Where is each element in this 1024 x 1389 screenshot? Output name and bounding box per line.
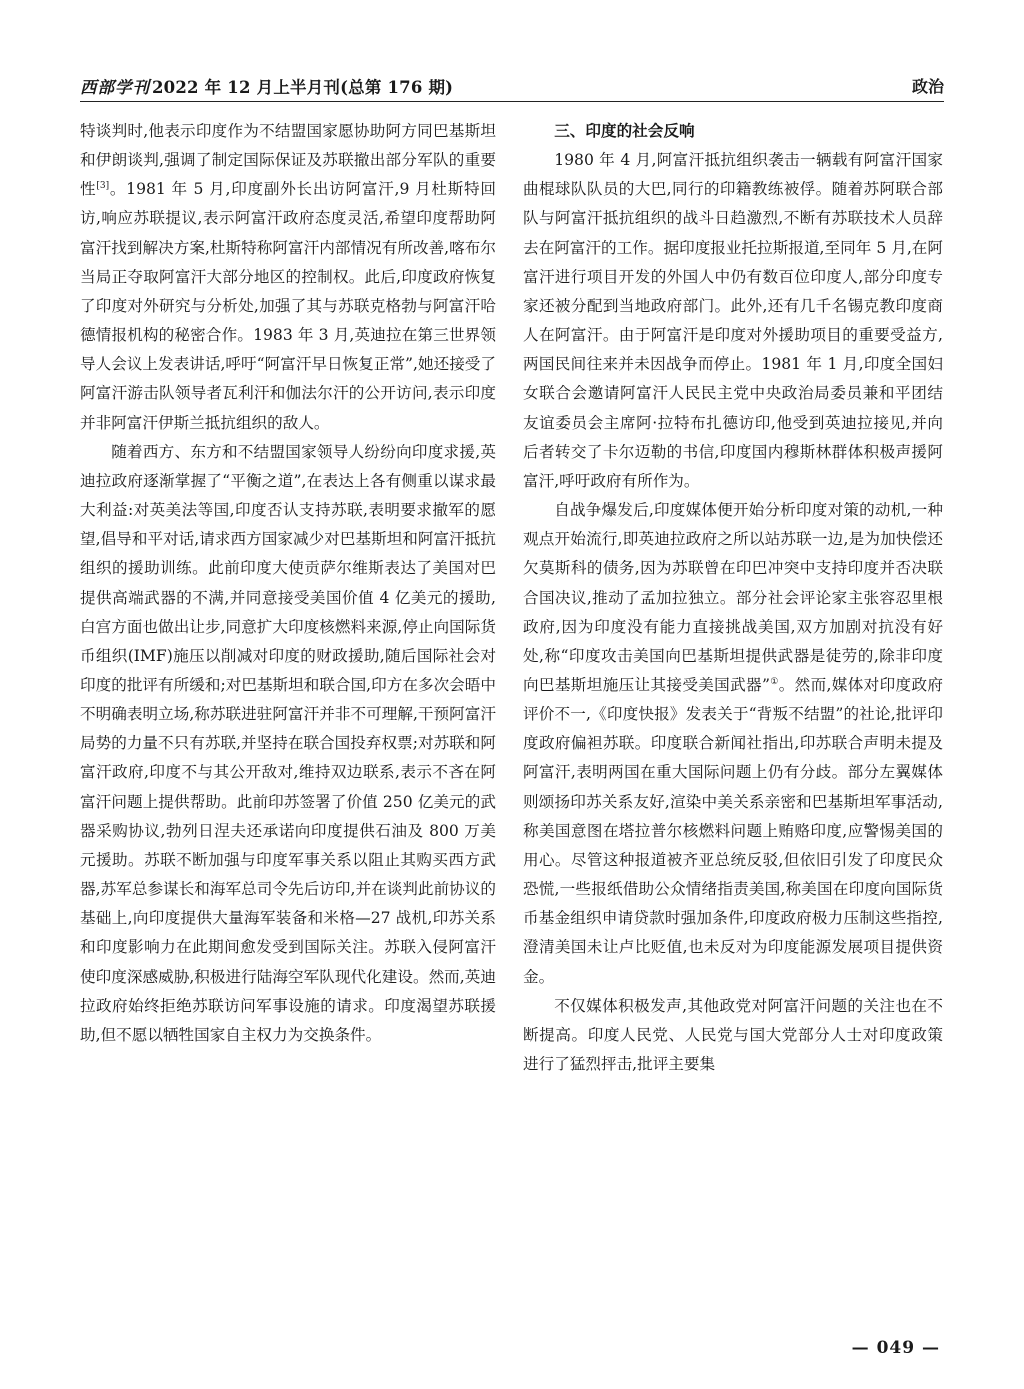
paragraph xyxy=(80,117,496,438)
paragraph-text: 特谈判时,他表示印度作为不结盟国家愿协助阿方同巴基斯坦和伊朗谈判,强调了制定国际保证及苏联撤出部分军队的重要性 xyxy=(80,122,496,199)
running-header xyxy=(80,72,944,102)
left-column xyxy=(80,117,496,1050)
citation-ref: [3] xyxy=(96,181,110,192)
paragraph-text: 。1981 年 5 月,印度副外长出访阿富汗,9 月杜斯特回访,响应苏联提议,表示阿富汗政府态度灵活,希望印度帮助阿富汗找到解决方案,杜斯特称阿富汗内部情况有所改善,喀布尔当局正夺取阿富汗大部分地区的控制权。此后,印度政府恢复了印度对外研究与分析处,加强了其与苏联克格勃与阿富汗哈德情报机构的秘密合作。1983 年 3 月,英迪拉在第三世界领导人会议上发表讲话,呼吁“阿富汗早日恢复正常”,她还接受了阿富汗游击队领导者瓦利汗和伽法尔汗的公开访问,表示印度并非阿富汗伊斯兰抵抗组织的敌人。 xyxy=(80,180,496,432)
page-number: — 049 — xyxy=(851,1338,940,1358)
journal-logo: 西部学刊 xyxy=(80,78,150,97)
journal-title xyxy=(80,74,453,98)
section-heading: 三、印度的社会反响 xyxy=(554,122,695,140)
paragraph: 随着西方、东方和不结盟国家领导人纷纷向印度求援,英迪拉政府逐渐掌握了“平衡之道”,在表达上各有侧重以谋求最大利益:对英美法等国,印度否认支持苏联,表明要求撤军的愿望,倡导和平对话,请求西方国家减少对巴基斯坦和阿富汗抵抗组织的援助训练。此前印度大使贡萨尔维斯表达了美国对巴提供高端武器的不满,并同意接受美国价值 4 亿美元的援助,白宫方面也做出让步,同意扩大印度核燃料来源,停止向国际货币组织(IMF)施压以削减对印度的财政援助,随后国际社会对印度的批评有所缓和;对巴基斯坦和联合国,印方在多次会晤中不明确表明立场,称苏联进驻阿富汗并非不可理解,干预阿富汗局势的力量不只有苏联,并坚持在联合国投弃权票;对苏联和阿富汗政府,印度不与其公开敌对,维持双边联系,表示不吝在阿富汗问题上提供帮助。此前印苏签署了价值 250 亿美元的武器采购协议,勃列日涅夫还承诺向印度提供石油及 800 万美元援助。苏联不断加强与印度军事关系以阻止其购买西方武器,苏军总参谋长和海军总司令先后访印,并在谈判此前协议的基础上,向印度提供大量海军装备和米格—27 战机,印苏关系和印度影响力在此期间愈发受到国际关注。苏联入侵阿富汗使印度深感威胁,积极进行陆海空军队现代化建设。然而,英迪拉政府始终拒绝苏联访问军事设施的请求。印度渴望苏联援助,但不愿以牺牲国家自主权力为交换条件。 xyxy=(80,442,496,1044)
journal-issue: 2022 年 12 月上半月刊(总第 176 期) xyxy=(152,78,454,97)
paragraph-text: 。然而,媒体对印度政府评价不一,《印度快报》发表关于“背叛不结盟”的社论,批评印度政府偏袒苏联。印度联合新闻社指出,印苏联合声明未提及阿富汗,表明两国在重大国际问题上仍有分歧。部分左翼媒体则颂扬印苏关系友好,渲染中美关系亲密和巴基斯坦军事活动,称美国意图在塔拉普尔核燃料问题上贿赂印度,应警惕美国的用心。尽管这种报道被齐亚总统反驳,但依旧引发了印度民众恐慌,一些报纸借助公众情绪指责美国,称美国在印度向国际货币基金组织申请贷款时强加条件,印度政府极力压制这些指控,澄清美国未让卢比贬值,也未反对为印度能源发展项目提供资金。 xyxy=(523,675,943,986)
paragraph-text: 自战争爆发后,印度媒体便开始分析印度对策的动机,一种观点开始流行,即英迪拉政府之所以站苏联一边,是为加快偿还欠莫斯科的债务,因为苏联曾在印巴冲突中支持印度并否决联合国决议,推动了孟加拉独立。部分社会评论家主张容忍里根政府,因为印度没有能力直接挑战美国,双方加剧对抗没有好处,称“印度攻击美国向巴基斯坦提供武器是徒劳的,除非印度向巴基斯坦施压让其接受美国武器” xyxy=(523,501,943,694)
footnote-marker: ① xyxy=(769,676,779,687)
paragraph: 1980 年 4 月,阿富汗抵抗组织袭击一辆载有阿富汗国家曲棍球队队员的大巴,同行的印籍教练被俘。随着苏阿联合部队与阿富汗抵抗组织的战斗日趋激烈,不断有苏联技术人员辞去在阿富汗的工作。据印度报业托拉斯报道,至同年 5 月,在阿富汗进行项目开发的外国人中仍有数百位印度人,部分印度专家还被分配到当地政府部门。此外,还有几千名锡克教印度商人在阿富汗。由于阿富汗是印度对外援助项目的重要受益方,两国民间往来并未因战争而停止。1981 年 1 月,印度全国妇女联合会邀请阿富汗人民民主党中央政治局委员兼和平团结友谊委员会主席阿·拉特布扎德访印,他受到英迪拉接见,并向后者转交了卡尔迈勒的书信,印度国内穆斯林群体积极声援阿富汗,呼吁政府有所作为。 xyxy=(523,151,943,490)
paragraph xyxy=(523,496,943,992)
paragraph: 不仅媒体积极发声,其他政党对阿富汗问题的关注也在不断提高。印度人民党、人民党与国大党部分人士对印度政策进行了猛烈抨击,批评主要集 xyxy=(523,996,943,1073)
right-column xyxy=(523,117,943,1079)
section-name: 政治 xyxy=(911,77,944,96)
header-divider xyxy=(80,101,944,102)
